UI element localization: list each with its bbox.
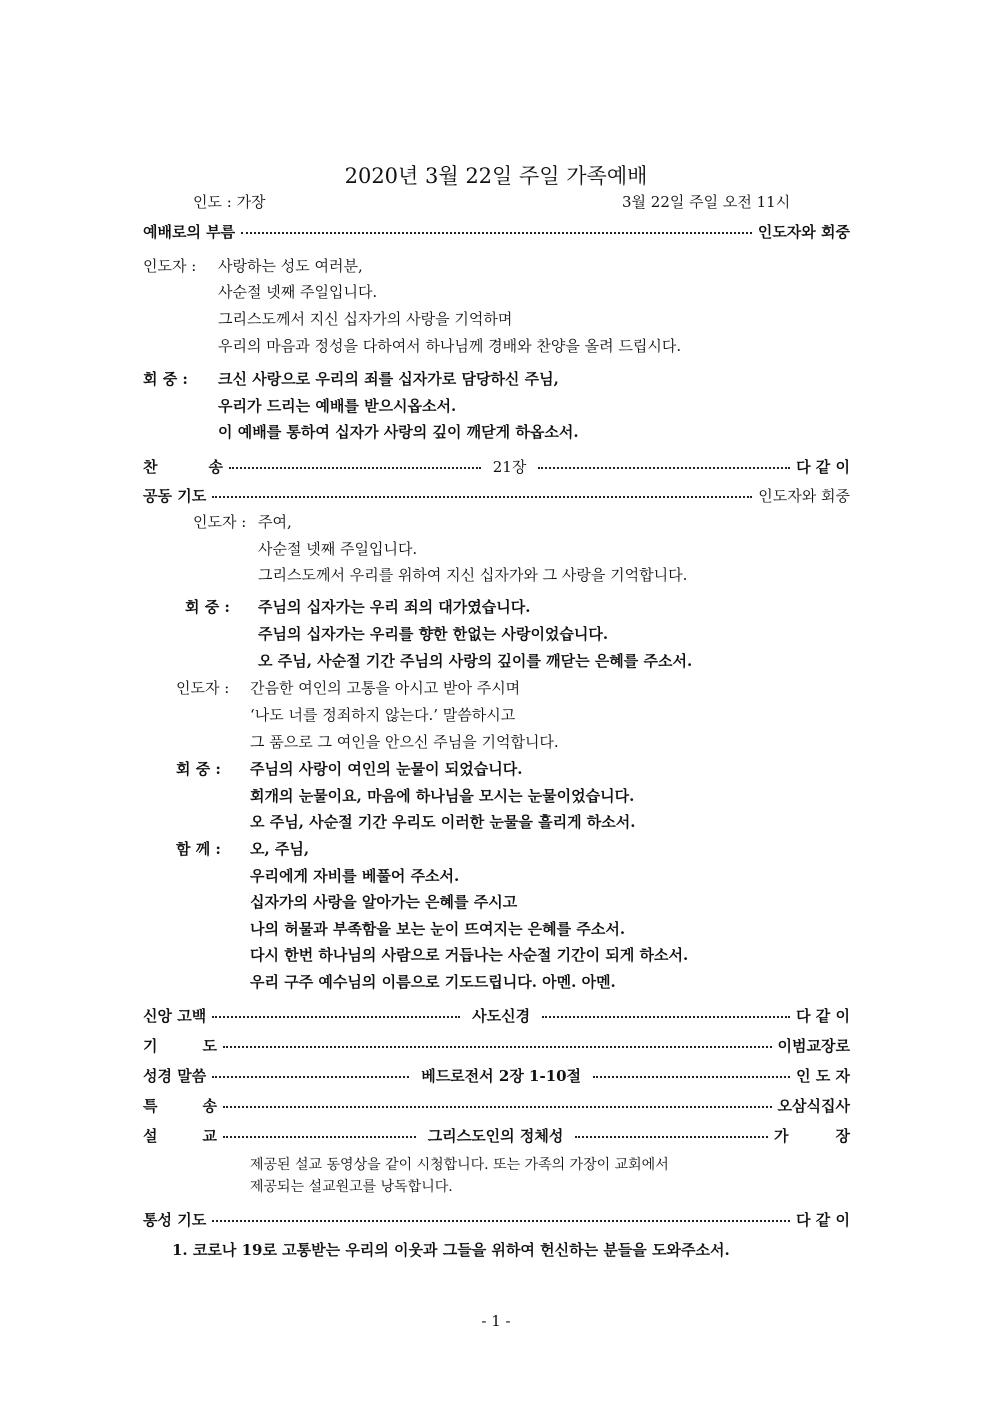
speaker-prefix: 인도자 :: [193, 513, 247, 531]
speaker-prefix: 함 께 :: [176, 840, 221, 858]
leader-dots: [223, 1106, 772, 1108]
speaker-prefix: 인도자 :: [176, 679, 230, 697]
order-performer: 다 같 이: [796, 1210, 850, 1229]
liturgy-line: 우리가 드리는 예배를 받으시옵소서.: [218, 397, 457, 415]
liturgy-line: 주여,: [258, 513, 292, 531]
order-creed: [143, 1004, 850, 1026]
leader-dots: [212, 1220, 790, 1222]
leader-dots: [212, 1016, 460, 1018]
order-special-hymn: [143, 1094, 850, 1116]
order-joint-prayer: [143, 484, 850, 506]
page-number: - 1 -: [481, 1312, 511, 1330]
order-label: 공동 기도: [143, 486, 207, 505]
prayer-item: 1. 코로나 19로 고통받는 우리의 이웃과 그들을 위하여 헌신하는 분들을 도와주소서.: [172, 1241, 730, 1259]
sermon-note: 제공되는 설교원고를 낭독합니다.: [250, 1179, 453, 1195]
order-content: 베드로전서 2장 1-10절: [421, 1066, 582, 1085]
leader-dots: [593, 1076, 790, 1078]
order-performer: 다 같 이: [796, 457, 850, 476]
leader-dots: [229, 467, 481, 469]
order-label: 기 도: [143, 1036, 217, 1055]
order-performer: 다 같 이: [796, 1006, 851, 1025]
order-content: 사도신경: [472, 1006, 531, 1025]
speaker-prefix: 회 중 :: [176, 760, 221, 778]
speaker-prefix: 회 중 :: [143, 370, 188, 388]
liturgy-line: 그리스도께서 우리를 위하여 지신 십자가와 그 사랑을 기억합니다.: [258, 566, 688, 584]
liturgy-line: 나의 허물과 부족함을 보는 눈이 뜨여지는 은혜를 주소서.: [250, 920, 626, 938]
liturgy-line: ‘나도 너를 정죄하지 않는다.’ 말씀하시고: [250, 706, 516, 724]
order-content: 21장: [492, 457, 527, 476]
liturgy-line: 우리 구주 예수님의 이름으로 기도드립니다. 아멘. 아멘.: [250, 973, 616, 991]
order-label: 성경 말씀: [143, 1066, 207, 1085]
order-label: 찬 송: [143, 457, 223, 476]
liturgy-line: 회개의 눈물이요, 마음에 하나님을 모시는 눈물이었습니다.: [250, 787, 635, 805]
liturgy-line: 우리에게 자비를 베풀어 주소서.: [250, 867, 460, 885]
order-performer: 오삼식집사: [777, 1096, 850, 1115]
order-intercession: [143, 1208, 850, 1230]
leader-dots: [223, 1136, 416, 1138]
order-content: 그리스도인의 정체성: [427, 1126, 564, 1145]
order-performer: 인도자와 회중: [757, 222, 850, 241]
leader-info: 인도 : 가장: [193, 193, 266, 211]
leader-dots: [241, 232, 752, 234]
order-performer: 가 장: [774, 1126, 851, 1145]
liturgy-line: 사순절 넷째 주일입니다.: [258, 540, 418, 558]
liturgy-line: 주님의 사랑이 여인의 눈물이 되었습니다.: [250, 760, 523, 778]
speaker-prefix: 인도자 :: [143, 257, 197, 275]
liturgy-line: 이 예배를 통하여 십자가 사랑의 깊이 깨닫게 하옵소서.: [218, 423, 579, 441]
liturgy-line: 오 주님, 사순절 기간 우리도 이러한 눈물을 흘리게 하소서.: [250, 813, 636, 831]
order-label: 통성 기도: [143, 1210, 207, 1229]
order-sermon: [143, 1124, 850, 1146]
leader-dots: [212, 1076, 409, 1078]
leader-dots: [542, 1016, 790, 1018]
liturgy-line: 우리의 마음과 정성을 다하여서 하나님께 경배와 찬양을 올려 드립시다.: [218, 337, 682, 355]
liturgy-line: 간음한 여인의 고통을 아시고 받아 주시며: [250, 679, 521, 697]
leader-dots: [223, 1046, 772, 1048]
sermon-note: 제공된 설교 동영상을 같이 시청합니다. 또는 가족의 가장이 교회에서: [250, 1157, 669, 1173]
page-title: 2020년 3월 22일 주일 가족예배: [344, 164, 648, 188]
order-performer: 이범교장로: [777, 1036, 850, 1055]
date-time: 3월 22일 주일 오전 11시: [622, 193, 791, 211]
order-performer: 인도자와 회중: [758, 486, 850, 505]
order-label: 예배로의 부름: [143, 222, 236, 241]
liturgy-line: 사랑하는 성도 여러분,: [218, 257, 363, 275]
leader-dots: [575, 1136, 768, 1138]
liturgy-line: 오, 주님,: [250, 840, 310, 858]
liturgy-line: 십자가의 사랑을 알아가는 은혜를 주시고: [250, 893, 518, 911]
liturgy-line: 다시 한번 하나님의 사람으로 거듭나는 사순절 기간이 되게 하소서.: [250, 946, 689, 964]
order-label: 설 교: [143, 1126, 217, 1145]
order-performer: 인 도 자: [796, 1066, 850, 1085]
order-call-to-worship: [143, 220, 850, 242]
liturgy-line: 주님의 십자가는 우리를 향한 한없는 사랑이었습니다.: [258, 625, 609, 643]
liturgy-line: 크신 사랑으로 우리의 죄를 십자가로 담당하신 주님,: [218, 370, 559, 388]
speaker-prefix: 회 중 :: [185, 598, 230, 616]
liturgy-line: 그 품으로 그 여인을 안으신 주님을 기억합니다.: [250, 733, 559, 751]
leader-dots: [212, 496, 752, 498]
liturgy-line: 주님의 십자가는 우리 죄의 대가였습니다.: [258, 598, 531, 616]
liturgy-line: 오 주님, 사순절 기간 주님의 사랑의 깊이를 깨닫는 은혜를 주소서.: [258, 652, 693, 670]
order-label: 특 송: [143, 1096, 217, 1115]
leader-dots: [538, 467, 790, 469]
order-label: 신앙 고백: [143, 1006, 207, 1025]
order-scripture: [143, 1064, 850, 1086]
liturgy-line: 사순절 넷째 주일입니다.: [218, 283, 378, 301]
liturgy-line: 그리스도께서 지신 십자가의 사랑을 기억하며: [218, 310, 513, 328]
order-hymn: [143, 455, 850, 477]
order-prayer: [143, 1034, 850, 1056]
